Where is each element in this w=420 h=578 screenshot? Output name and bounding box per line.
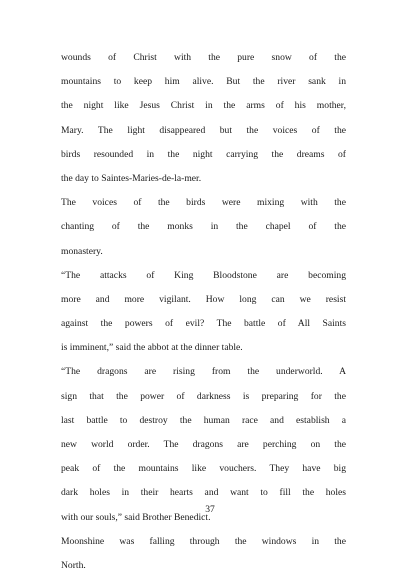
text-line: “The dragons are rising from the underworld. A bbox=[61, 366, 346, 378]
text-line: mountains to keep him alive. But the river sank in bbox=[61, 76, 346, 88]
text-line: with our souls,” said Brother Benedict. bbox=[61, 511, 211, 523]
text-line: North. bbox=[61, 559, 86, 571]
text-line: against the powers of evil? The battle of All Saints bbox=[61, 318, 346, 330]
text-line: the night like Jesus Christ in the arms of his mother, bbox=[61, 100, 346, 112]
text-line: “The attacks of King Bloodstone are becoming bbox=[61, 269, 346, 281]
text-line: The voices of the birds were mixing with the bbox=[61, 197, 346, 209]
paragraph bbox=[61, 264, 346, 361]
text-line: chanting of the monks in the chapel of the bbox=[61, 221, 346, 233]
text-line: birds resounded in the night carrying the dreams of bbox=[61, 148, 346, 160]
paragraph bbox=[61, 530, 346, 578]
paragraph bbox=[61, 46, 346, 191]
text-line: dark holes in their hearts and want to fill the holes bbox=[61, 487, 346, 499]
text-line: more and more vigilant. How long can we resist bbox=[61, 293, 346, 305]
text-line: is imminent,” said the abbot at the dinner table. bbox=[61, 342, 243, 354]
paragraph bbox=[61, 191, 346, 264]
text-line: Mary. The light disappeared but the voices of the bbox=[61, 124, 346, 136]
page-number: 37 bbox=[205, 504, 215, 515]
text-line: new world order. The dragons are perching on the bbox=[61, 439, 346, 450]
text-line: last battle to destroy the human race and establish a bbox=[61, 414, 346, 426]
text-line: monastery. bbox=[61, 245, 103, 257]
text-line: sign that the power of darkness is preparing for the bbox=[61, 390, 346, 402]
text-line: peak of the mountains like vouchers. They have big bbox=[61, 463, 346, 475]
text-line: the day to Saintes-Maries-de-la-mer. bbox=[61, 172, 202, 184]
text-line: Moonshine was falling through the windows in the bbox=[61, 535, 346, 547]
body-text bbox=[61, 46, 346, 578]
text-line: wounds of Christ with the pure snow of the bbox=[61, 52, 346, 63]
